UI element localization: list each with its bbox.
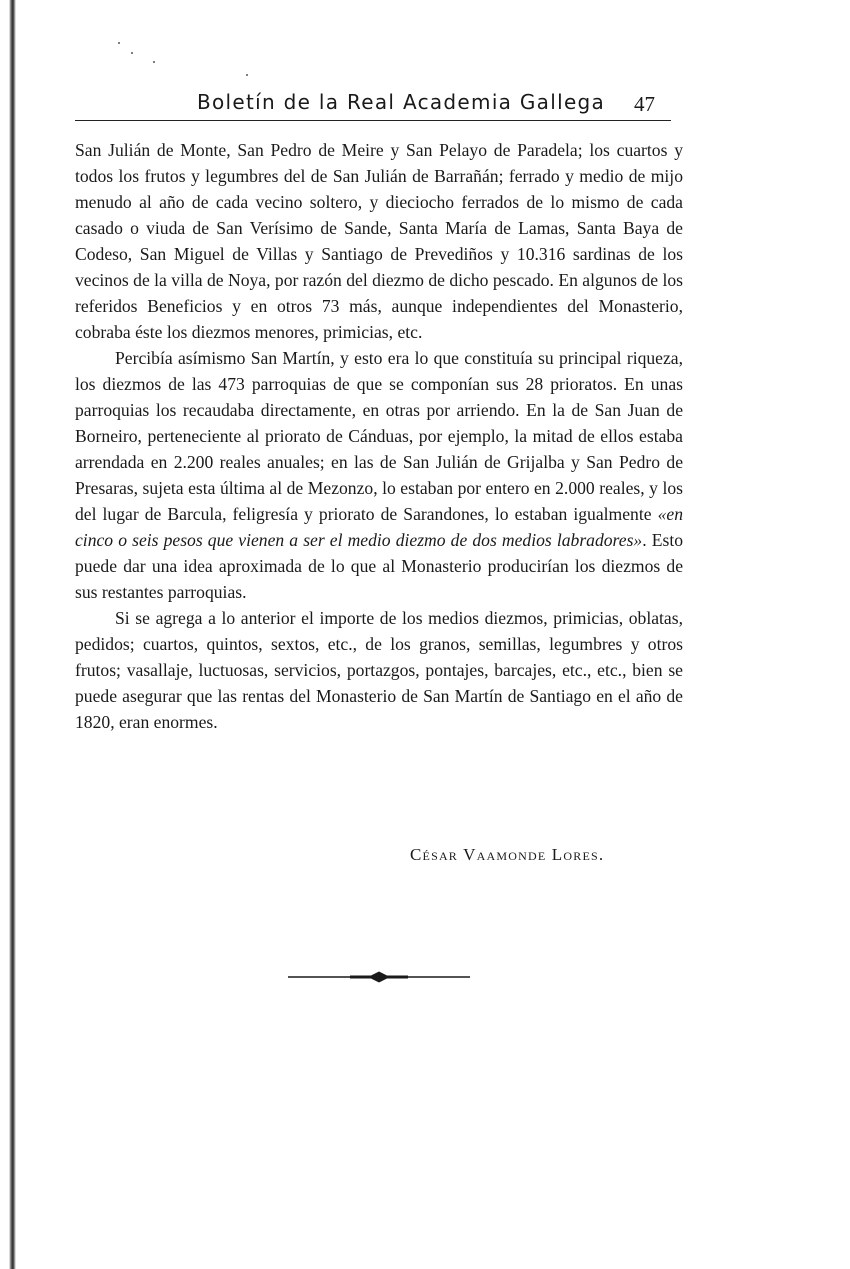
paragraph bbox=[75, 345, 683, 605]
page-header bbox=[75, 88, 671, 121]
page-edge-shadow bbox=[0, 0, 18, 1269]
rule-ornament-icon bbox=[288, 968, 470, 986]
paper-speck bbox=[246, 74, 248, 76]
running-title: Boletín de la Real Academia Gallega bbox=[197, 90, 606, 114]
page-number: 47 bbox=[634, 92, 655, 116]
quotation: «en cinco o seis pesos que vienen a ser el medio diezmo de dos medios labradores» bbox=[75, 504, 683, 550]
article-text bbox=[75, 137, 683, 735]
paragraph: Si se agrega a lo anterior el importe de los medios diezmos, primicias, oblatas, pedidos; cuartos, quintos, sextos, etc., de los granos, semillas, legumbres y otros frutos; vasallaje, luctuosas, servicios, portazgos, pontajes, barcajes, etc., etc., bien se puede asegurar que las rentas del Monasterio de San Martín de Santiago en el año de 1820, eran enormes. bbox=[75, 608, 683, 732]
paragraph-text: Percibía asímismo San Martín, y esto era lo que constituía su principal riqueza, los diezmos de las 473 parroquias de que se componían sus 28 prioratos. En unas parroquias los recaudaba directamente, en otras por arriendo. En la de San Juan de Borneiro, perteneciente al priorato de Cánduas, por ejemplo, la mitad de ellos estaba arrendada en 2.200 reales anuales; en las de San Julián de Grijalba y San Pedro de Presaras, sujeta esta última al de Mezonzo, lo estaban por entero en 2.000 reales, y los del lugar de Barcula, feligresía y priorato de Sarandones, lo estaban igualmente bbox=[75, 348, 683, 524]
paper-speck bbox=[153, 61, 155, 63]
paragraph-text: . Esto puede dar una idea aproximada de lo que al Monasterio producirían los diezmos de sus restantes parroquias. bbox=[75, 530, 683, 602]
paragraph: San Julián de Monte, San Pedro de Meire y San Pelayo de Paradela; los cuartos y todos los frutos y legumbres del de San Julián de Barrañán; ferrado y medio de mijo menudo al año de cada vecino soltero, y dieciocho ferrados de lo mismo de cada casado o viuda de San Verísimo de Sande, Santa María de Lamas, Santa Baya de Codeso, San Miguel de Villas y Santiago de Prevediños y 10.316 sardinas de los vecinos de la villa de Noya, por razón del diezmo de dicho pescado. En algunos de los referidos Beneficios y en otros 73 más, aunque independientes del Monasterio, cobraba éste los diezmos menores, primicias, etc. bbox=[75, 140, 683, 342]
paper-speck bbox=[118, 42, 120, 44]
author-signature: César Vaamonde Lores. bbox=[410, 845, 605, 864]
paper-speck bbox=[131, 52, 133, 54]
